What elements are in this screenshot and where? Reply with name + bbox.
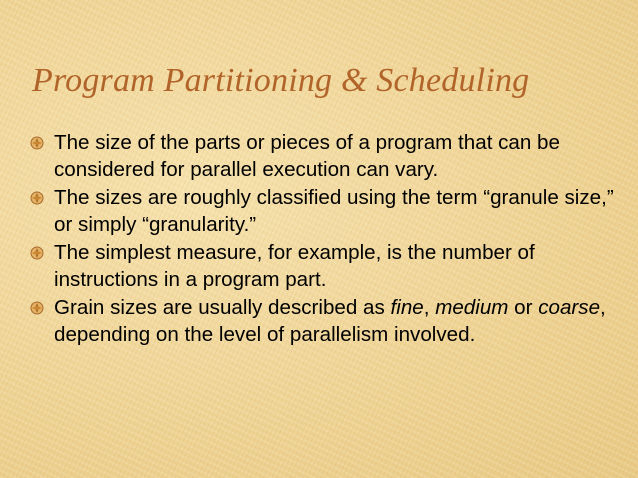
diamond-bullet-icon [30,301,44,315]
text-run: , [423,296,436,319]
bullet-text [54,241,535,291]
text-run: The sizes are roughly classified using the term “granule size,” or simply “granularity.” [54,186,614,236]
text-run: The size of the parts or pieces of a program that can be considered for parallel execution can vary. [54,131,560,181]
diamond-bullet-icon [30,246,44,260]
diamond-bullet-icon [30,136,44,150]
text-run: The simplest measure, for example, is the number of instructions in a program part. [54,241,535,291]
emphasis-text: fine [390,296,424,319]
text-run: Grain sizes are usually described as [54,296,391,319]
bullet-item [30,239,620,293]
bullet-text [54,131,560,181]
slide-title: Program Partitioning & Scheduling [32,62,530,99]
emphasis-text: medium [435,296,509,319]
bullet-text [54,296,606,346]
diamond-bullet-icon [30,191,44,205]
bullet-item [30,129,620,183]
bullet-list [30,129,620,349]
emphasis-text: coarse [538,296,601,319]
text-run: , depending on the level of parallelism involved. [54,296,606,346]
bullet-item [30,184,620,238]
bullet-text [54,186,614,236]
bullet-item [30,294,620,348]
text-run: or [508,296,539,319]
